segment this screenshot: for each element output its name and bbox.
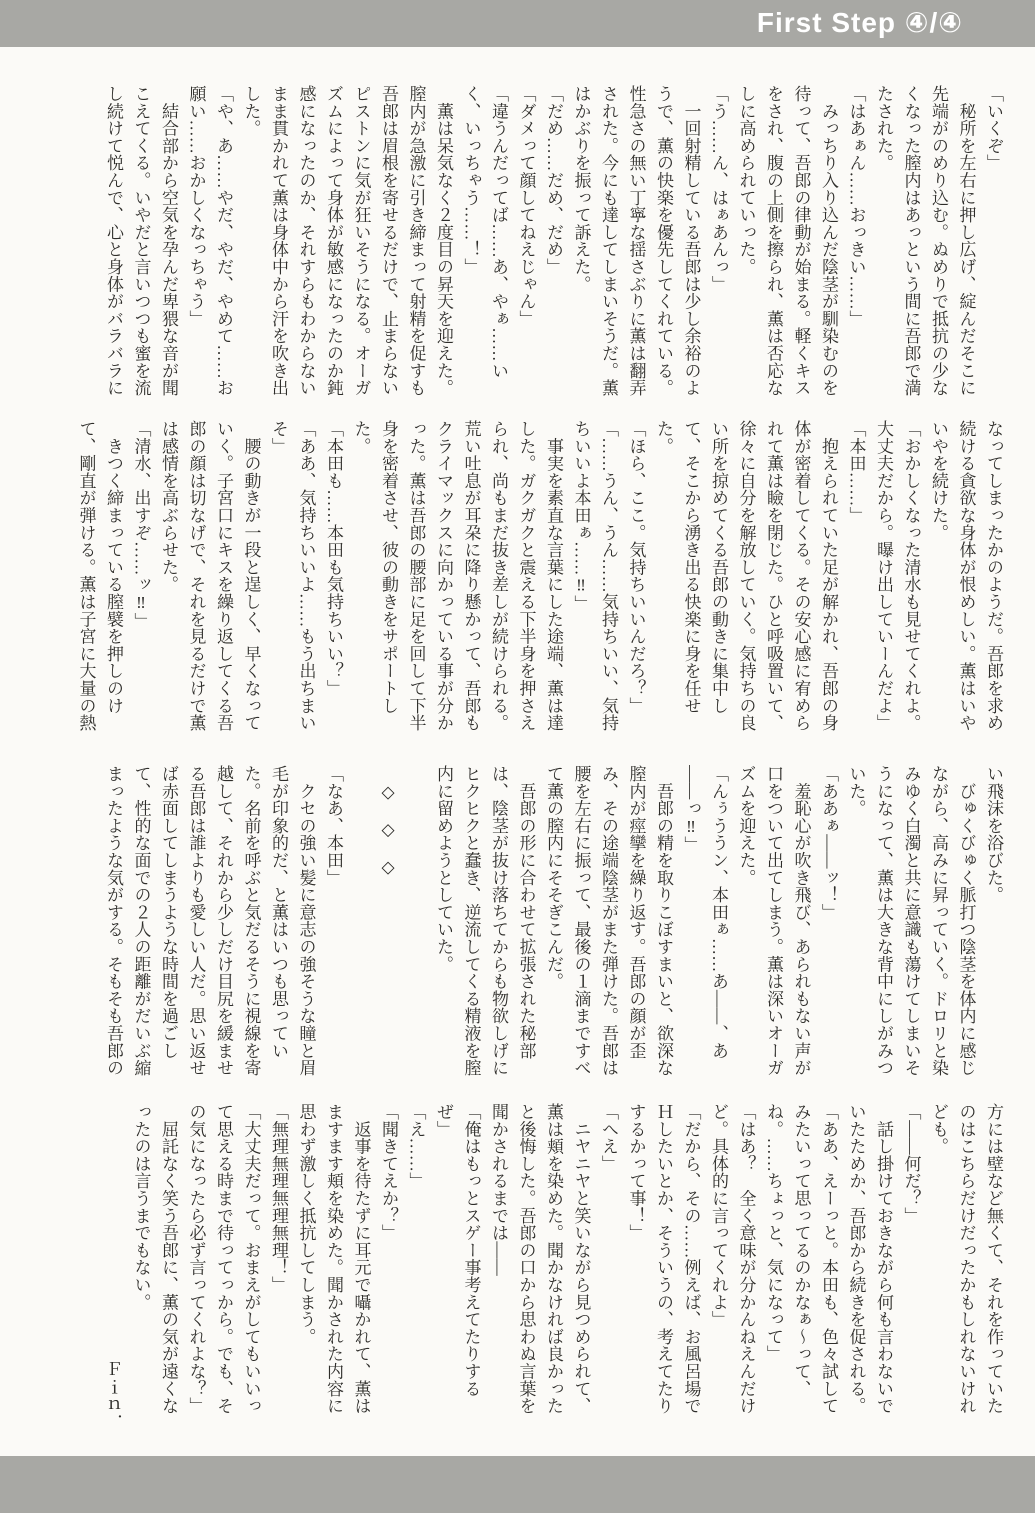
text-column: 「無理無理無理無理！」 [269,1103,288,1294]
text-column: した。ガクガクと震える下半身を押さえ [516,420,536,732]
text-column: びゅくびゅく脈打つ陰茎を体内に感じ [956,765,976,1077]
text-column: 口をついて出てしまう。薫は深いオーガ [764,765,783,1077]
text-column: ちいいよ本田ぁ……‼」 [571,420,591,613]
text-column: ど。具体的に言ってくれよ」 [709,1103,728,1328]
text-column: たされた。 [874,85,893,172]
text-column: 「はあ？ 全く意味が分かんねえんだけ [736,1103,756,1415]
text-column: なってしまったかのようだ。吾郎を求め [984,420,1003,732]
text-column: ども。 [929,1103,948,1155]
text-column: て薫の膣内にそそぎこんだ。 [544,765,563,990]
text-column: 返事を待たずに耳元で囁かれて、薫は [351,1103,371,1415]
text-column: 「だめ……だめ、だめ」 [544,85,563,276]
text-column: 膣内が急激に引き締まって射精を促すも [406,85,426,397]
text-column: し続けて悦んで、心と身体がバラバラに [104,85,123,397]
page-header-title: First Step ④/④ [756,7,963,38]
text-column: 「う……ん、はぁあんっ」 [709,85,728,293]
text-column: 方には壁など無くて、それを作っていた [984,1103,1003,1415]
text-column: れて薫は瞼を閉じた。ひと呼吸置いて、 [764,420,783,732]
text-column: 吾郎は眉根を寄せるだけで、止まらない [379,85,398,397]
text-column: 腰を左右に振って、最後の１滴まですべ [571,765,591,1077]
text-column: 「なあ、本田」 [324,765,343,887]
text-column: くなった膣内はあっという間に吾郎で満 [901,85,921,397]
text-column: 薫は呆気なく２度目の昇天を迎えた。 [434,85,453,397]
text-column: られ、尚もまだ抜き差しが続けられる。 [489,420,508,732]
text-column: 「本田……」 [846,420,866,524]
text-column: て、性的な面での２人の距離がだいぶ縮 [131,765,151,1077]
text-column: 「大丈夫だって。おまえがしてもいいっ [241,1103,261,1415]
text-column: 秘所を左右に押し広げ、綻んだそこに [956,85,976,397]
text-column: 徐々に自分を解放していく。気持ちの良 [736,420,756,732]
text-column: みゆく白濁と共に意識も蕩けてしまいそ [901,765,921,1077]
text-column: 一回射精している吾郎は少し余裕のよ [681,85,701,397]
text-column: 羞恥心が吹き飛び、あられもない声が [791,765,811,1077]
text-column: 吾郎の形に合わせて拡張された秘部 [516,765,536,1060]
text-column: 続ける貪欲な身体が恨めしい。薫はいや [956,420,976,732]
text-column: 「おかしくなった清水も見せてくれよ。 [901,420,921,732]
text-column: ね。……ちょっと、気になって」 [764,1103,783,1363]
text-column: しに高められていった。 [736,85,756,276]
text-column: 「本田も……本田も気持ちいい？」 [324,420,343,697]
text-column: 「ああ、えーっと。本田も、色々試して [819,1103,838,1415]
text-column: る吾郎は誰よりも愛しい人だ。思い返せ [186,765,206,1077]
text-column: Ｈしたいとか、そういうの、考えてたり [654,1103,673,1415]
text-column: するかって事！」 [626,1103,646,1242]
text-column: いたためか、吾郎から続きを促される。 [846,1103,866,1415]
text-column: 荒い吐息が耳朶に降り懸かって、吾郎も [461,420,481,732]
text-column: 待って、吾郎の律動が始まる。軽くキス [791,85,811,397]
text-column: た。 [654,420,673,455]
text-column: ヒクヒクと蠢き、逆流してくる精液を膣 [461,765,481,1077]
text-column: く、いっちゃう……！」 [461,85,481,276]
text-column: ニヤニヤと笑いながら見つめられて、 [571,1103,591,1415]
text-column: ◇ ◇ ◇ [379,765,398,878]
text-column: そ」 [269,420,288,455]
text-column: 「はあぁん……おっきい……」 [846,85,866,328]
text-band-1 [0,85,1007,405]
text-column: み、その途端陰茎がまた弾けた。吾郎は [599,765,618,1077]
text-column: の気になったら必ず言ってくれよな？」 [186,1103,206,1415]
text-column: クセの強い髪に意志の強そうな瞳と眉 [296,765,316,1077]
text-column: クライマックスに向かっている事が分か [434,420,453,732]
text-column: 「へえ」 [599,1103,618,1173]
text-column: 郎の顔は切なげで、それを見るだけで薫 [186,420,206,732]
text-column: ズムを迎えた。 [736,765,756,887]
text-column: まま貫かれて薫は身体中から汗を吹き出 [269,85,288,397]
text-column: のはこちらだけだったかもしれないけれ [956,1103,976,1415]
text-column: った。薫は吾郎の腰部に足を回して下半 [406,420,426,732]
text-column: いやを続けた。 [929,420,948,542]
text-column: 「違うんだってば……あ、やぁ……い [489,85,508,380]
text-column: た。 [351,420,371,455]
text-column: 「聞きてえか？」 [379,1103,398,1242]
novel-text-content [0,47,1035,1423]
text-column: 話し掛けておきながら何も言わないで [874,1103,893,1415]
text-column: 「俺はもっとスゲー事考えてたりする [461,1103,481,1398]
text-column: きつく締まっている膣襞を押しのけ [104,420,123,715]
text-column: ったのは言うまでもない。 [131,1103,151,1311]
footer-bar [0,1456,1035,1513]
text-column: た。名前を呼ぶと気だるそうに視線を寄 [241,765,261,1077]
text-column: 聞かされるまでは―― [489,1103,508,1276]
text-column: 「んぅううン、本田ぁ……あ――、あ [709,765,728,1060]
text-column: まったような気がする。そもそも吾郎の [104,765,123,1077]
text-column: ぜ」 [434,1103,453,1138]
text-column: 思わず激しく抵抗してしまう。 [296,1103,316,1346]
text-column: 先端がのめり込む。ぬめりで抵抗の少な [929,85,948,397]
text-column: 願い……おかしくなっちゃう」 [186,85,206,328]
text-column: 「や、あ……やだ、やだ、やめて……お [214,85,233,397]
fin-label: Ｆｉｎ． [103,1360,122,1432]
text-column: 「……うん、うん……気持ちいい、気持 [599,420,618,732]
text-column: て、そこから湧き出る快楽に身を任せ [681,420,701,715]
text-column: 「清水、出すぞ……ッ‼」 [131,420,151,630]
text-column: は感情を高ぶらせた。 [159,420,178,593]
text-column: 吾郎の精を取りこぼすまいと、欲深な [654,765,673,1077]
text-column: 大丈夫だから。曝け出していーんだよ」 [874,420,893,732]
text-column: 「ダメって顔してねえじゃん」 [516,85,536,328]
text-column: 性急さの無い丁寧な揺さぶりに薫は翻弄 [626,85,646,397]
text-column: 「だから、その……例えば、お風呂場で [681,1103,701,1415]
text-column: 膣内が痙攣を繰り返す。吾郎の顔が歪 [626,765,646,1060]
text-column: いく。子宮口にキスを繰り返してくる吾 [214,420,233,732]
text-column: 越して、それから少しだけ目尻を緩ませ [214,765,233,1077]
text-column: した。 [241,85,261,137]
text-column: 事実を素直な言葉にした途端、薫は達 [544,420,563,732]
text-column: 結合部から空気を孕んだ卑猥な音が聞 [159,85,178,397]
header-bar [0,0,1035,47]
text-column: みっちり入り込んだ陰茎が馴染むのを [819,85,838,397]
text-column: うで、薫の快楽を優先してくれている。 [654,85,673,397]
text-column: ――っ‼」 [681,765,701,854]
text-column: 体が密着してくる。その安心感に宥めら [791,420,811,732]
text-column: 抱えられていた足が解かれ、吾郎の身 [819,420,838,732]
text-column: と後悔した。吾郎の口から思わぬ言葉を [516,1103,536,1415]
text-column: 「――何だ？」 [901,1103,921,1225]
text-column: 薫は頬を染めた。聞かなければ良かった [544,1103,563,1415]
text-column: 腰の動きが一段と逞しく、早くなって [241,420,261,732]
text-column: 屈託なく笑う吾郎に、薫の気が遠くな [159,1103,178,1415]
text-column: はかぶりを振って訴えた。 [571,85,591,293]
text-column: 感になったのか、それすらもわからない [296,85,316,397]
text-column: みたいって思ってるのかなぁ〜って、 [791,1103,811,1398]
text-band-3 [0,765,1007,1085]
text-column: 毛が印象的だ、と薫はいつも思ってい [269,765,288,1060]
text-column: ながら、高みに昇っていく。ドロリと染 [929,765,948,1077]
text-column: て思える時まで待ってっから。でも、そ [214,1103,233,1415]
text-column: 「ああぁ――ッ！」 [819,765,838,921]
text-column: 「え……」 [406,1103,426,1190]
text-column: は、陰茎が抜け落ちてからも物欲しげに [489,765,508,1077]
text-column: い所を掠めてくる吾郎の動きに集中し [709,420,728,715]
text-column: いた。 [846,765,866,817]
text-column: て、剛直が弾ける。薫は子宮に大量の熱 [76,420,96,732]
text-band-2 [0,420,1007,740]
text-column: 「ほら、ここ。気持ちいいんだろ？」 [626,420,646,715]
text-column [347,765,375,1085]
text-column [402,765,430,1085]
text-column: 「ああ、気持ちいいよ……もう出ちまい [296,420,316,732]
text-column: 内に留めようとしていた。 [434,765,453,973]
text-column: された。今にも達してしまいそうだ。薫 [599,85,618,397]
text-column: 「いくぞ」 [984,85,1003,172]
text-column: こえてくる。いやだと言いつつも蜜を流 [131,85,151,397]
text-column: ば赤面してしまうような時間を過ごし [159,765,178,1060]
text-column: うになって、薫は大きな背中にしがみつ [874,765,893,1077]
text-column: をされ、腹の上側を擦られ、薫は否応な [764,85,783,397]
text-column: ますます頬を染めた。聞かされた内容に [324,1103,343,1415]
text-band-4 [0,1103,1007,1423]
text-column: い飛沫を浴びた。 [984,765,1003,904]
text-column: 身を密着させ、彼の動きをサポートし [379,420,398,715]
text-column: ピストンに気が狂いそうになる。オーガ [351,85,371,397]
text-column: ズムによって身体が敏感になったのか鈍 [324,85,343,397]
